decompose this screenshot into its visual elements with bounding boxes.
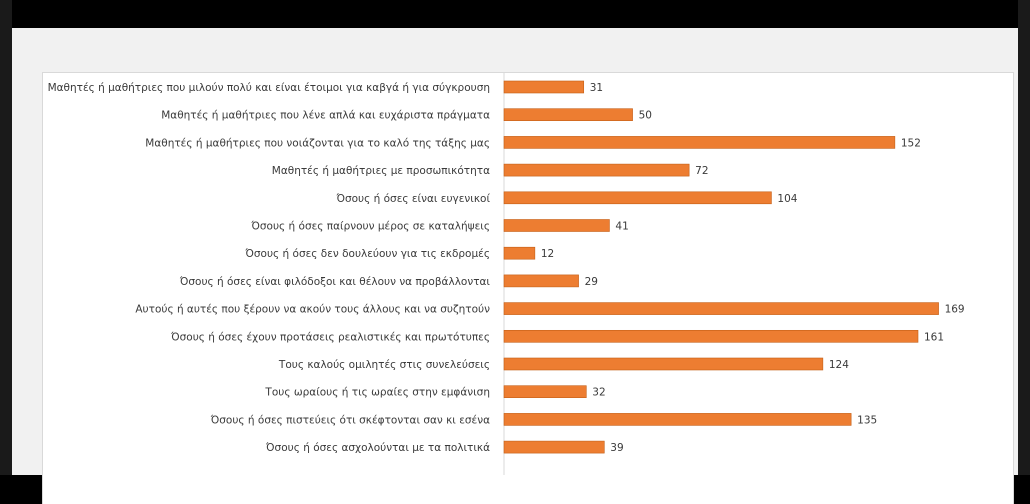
bar xyxy=(504,386,586,398)
category-label: Μαθητές ή μαθήτριες που νοιάζονται για το καλό της τάξης μας xyxy=(145,137,490,150)
category-label: Όσους ή όσες ασχολούνται με τα πολιτικά xyxy=(266,442,490,455)
category-label: Όσους ή όσες είναι ευγενικοί xyxy=(336,192,490,205)
category-label: Όσους ή όσες παίρνουν μέρος σε καταλήψεις xyxy=(251,220,490,233)
category-label: Τους καλούς ομιλητές στις συνελεύσεις xyxy=(278,359,490,371)
bar xyxy=(504,303,939,315)
category-label: Μαθητές ή μαθήτριες με προσωπικότητα xyxy=(271,165,490,178)
bar xyxy=(504,164,689,176)
bar xyxy=(504,247,535,259)
bar xyxy=(504,136,895,148)
data-label: 29 xyxy=(584,275,598,288)
bar xyxy=(504,81,584,93)
data-label: 72 xyxy=(695,165,709,178)
bar xyxy=(504,330,918,342)
bar xyxy=(504,220,609,232)
bar xyxy=(504,441,604,453)
category-label: Αυτούς ή αυτές που ξέρουν να ακούν τους άλλους και να συζητούν xyxy=(135,303,490,316)
bar xyxy=(504,109,633,121)
bar xyxy=(504,413,851,425)
data-label: 50 xyxy=(638,109,652,122)
category-label: Μαθητές ή μαθήτριες που λένε απλά και ευχάριστα πράγματα xyxy=(161,109,490,122)
data-label: 39 xyxy=(610,442,624,455)
data-label: 32 xyxy=(592,386,606,399)
bar xyxy=(504,358,823,370)
category-label: Τους ωραίους ή τις ωραίες στην εμφάνιση xyxy=(265,386,490,399)
category-label: Όσους ή όσες είναι φιλόδοξοι και θέλουν να προβάλλονται xyxy=(179,275,490,288)
data-label: 135 xyxy=(857,414,878,427)
category-label: Όσους ή όσες πιστεύεις ότι σκέφτονται σαν κι εσένα xyxy=(210,414,490,427)
data-label: 124 xyxy=(828,359,849,371)
data-label: 152 xyxy=(900,137,921,150)
bar xyxy=(504,192,771,204)
left-window-edge xyxy=(0,0,12,475)
category-label: Μαθητές ή μαθήτριες που μιλούν πολύ και είναι έτοιμοι για καβγά ή για σύγκρουση xyxy=(47,82,490,94)
right-window-edge xyxy=(1018,0,1030,475)
data-label: 12 xyxy=(540,248,555,261)
data-label: 41 xyxy=(615,220,629,233)
data-label: 104 xyxy=(777,192,798,205)
category-label: Όσους ή όσες δεν δουλεύουν για τις εκδρομές xyxy=(245,248,490,261)
chart-panel xyxy=(12,28,1018,475)
bar-chart xyxy=(12,28,1018,475)
data-label: 31 xyxy=(589,82,604,94)
data-label: 161 xyxy=(924,331,945,344)
data-label: 169 xyxy=(944,303,965,316)
category-label: Όσους ή όσες έχουν προτάσεις ρεαλιστικές και πρωτότυπες xyxy=(171,331,490,344)
bar xyxy=(504,275,579,287)
